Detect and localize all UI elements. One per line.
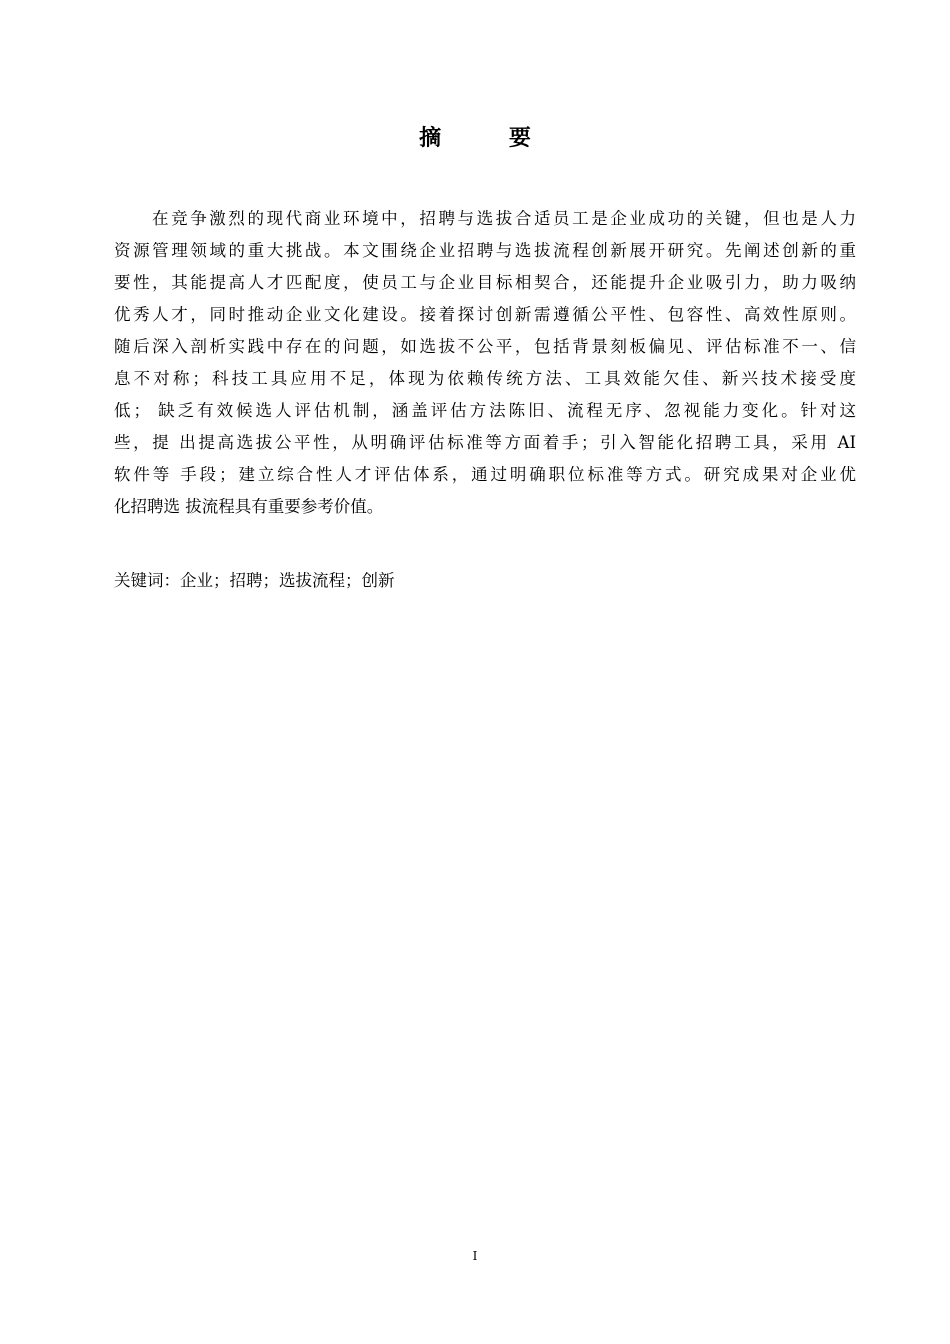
page-title: 摘 要 bbox=[419, 126, 561, 151]
abstract-line: 息不对称；科技工具应用不足，体现为依赖传统方法、工具效能欠佳、新兴技术接受度 bbox=[114, 369, 856, 388]
keywords-value: 企业；招聘；选拔流程；创新 bbox=[180, 571, 395, 590]
abstract-line: 优秀人才，同时推动企业文化建设。接着探讨创新需遵循公平性、包容性、高效性原则。 bbox=[114, 305, 856, 324]
keywords bbox=[114, 566, 856, 596]
abstract-line: 软件等 手段；建立综合性人才评估体系，通过明确职位标准等方式。研究成果对企业优 bbox=[114, 465, 856, 484]
abstract-body bbox=[114, 203, 856, 523]
abstract-line: 化招聘选 拔流程具有重要参考价值。 bbox=[114, 497, 384, 516]
abstract-line: 要性，其能提高人才匹配度，使员工与企业目标相契合，还能提升企业吸引力，助力吸纳 bbox=[114, 273, 856, 292]
abstract-line: 些，提 出提高选拔公平性，从明确评估标准等方面着手；引入智能化招聘工具，采用 AI bbox=[114, 433, 856, 452]
abstract-line: 随后深入剖析实践中存在的问题，如选拔不公平，包括背景刻板偏见、评估标准不一、信 bbox=[114, 337, 856, 356]
abstract-line: 资源管理领域的重大挑战。本文围绕企业招聘与选拔流程创新展开研究。先阐述创新的重 bbox=[114, 241, 856, 260]
abstract-line: 在竞争激烈的现代商业环境中，招聘与选拔合适员工是企业成功的关键，但也是人力 bbox=[152, 209, 856, 228]
abstract-line: 低； 缺乏有效候选人评估机制，涵盖评估方法陈旧、流程无序、忽视能力变化。针对这 bbox=[114, 401, 856, 420]
page-number: I bbox=[472, 1249, 478, 1263]
keywords-label: 关键词： bbox=[114, 571, 180, 590]
